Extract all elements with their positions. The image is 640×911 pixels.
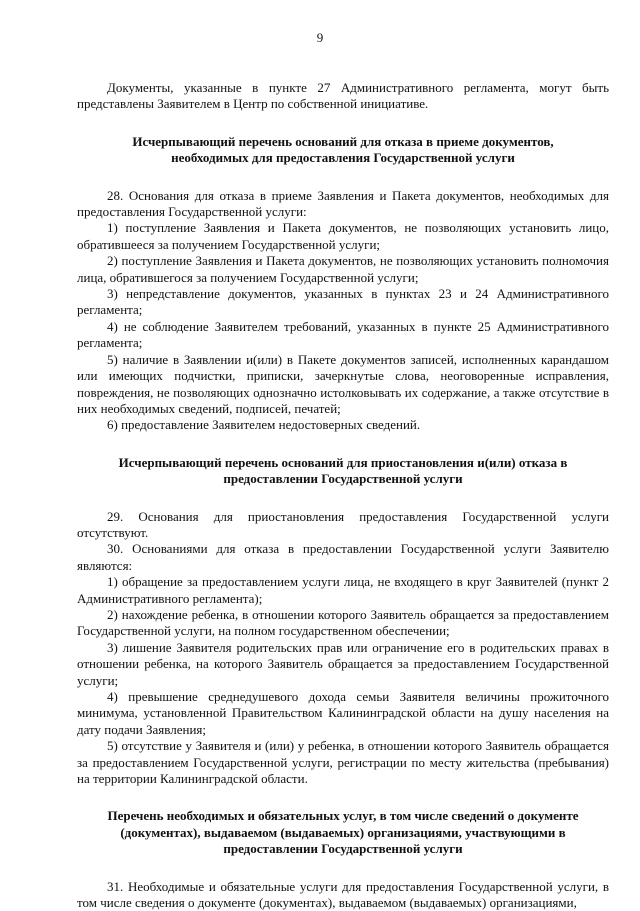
list-item-30-2: 2) нахождение ребенка, в отношении которого Заявитель обращается за предоставлением Государственной услуги, на полном государственном обеспечении;: [77, 606, 609, 639]
list-item-28-4: 4) не соблюдение Заявителем требований, указанных в пункте 25 Административного регламента;: [77, 318, 609, 351]
list-item-30-5: 5) отсутствие у Заявителя и (или) у ребенка, в отношении которого Заявитель обращается за предоставлением Государственной услуги, регистрации по месту жительства (пребывания) на территории Калининградской области.: [77, 738, 609, 787]
paragraph-30: 30. Основаниями для отказа в предоставлении Государственной услуги Заявителю являются:: [77, 541, 609, 573]
page-number: 9: [316, 30, 324, 45]
paragraph-28: 28. Основания для отказа в приеме Заявления и Пакета документов, необходимых для предоставления Государственной услуги:: [77, 187, 609, 220]
list-item-28-3: 3) непредставление документов, указанных в пунктах 23 и 24 Административного регламента;: [77, 286, 609, 318]
list-item-30-1: 1) обращение за предоставлением услуги лица, не входящего в круг Заявителей (пункт 2 Административного регламента);: [77, 574, 609, 606]
heading-necessary-services: Перечень необходимых и обязательных услуг, в том числе сведений о документе (документах), выдаваемом (выдаваемых) организациями, участвующими в предоставлении Государственной услуги: [107, 808, 579, 857]
list-item-30-3: 3) лишение Заявителя родительских прав или ограничение его в родительских правах в отношении ребенка, на которого Заявитель обращается за предоставлением Государственной услуги;: [77, 639, 609, 688]
heading-suspension-refusal: Исчерпывающий перечень оснований для приостановления и(или) отказа в предоставлении Государственной услуги: [118, 454, 568, 487]
list-item-28-6: 6) предоставление Заявителем недостоверных сведений.: [107, 417, 421, 433]
list-item-28-1: 1) поступление Заявления и Пакета документов, не позволяющих установить лицо, обратившееся за получением Государственной услуги;: [77, 220, 609, 252]
heading-refusal-to-accept: Исчерпывающий перечень оснований для отказа в приеме документов, необходимых для предоставления Государственной услуги: [132, 133, 554, 166]
document-body: [77, 80, 609, 911]
list-item-30-4: 4) превышение среднедушевого дохода семьи Заявителя величины прожиточного минимума, установленной Правительством Калининградской области на душу населения на дату подачи Заявления;: [77, 689, 609, 737]
paragraph-29: 29. Основания для приостановления предоставления Государственной услуги отсутствуют.: [77, 508, 609, 540]
list-item-28-5: 5) наличие в Заявлении и(или) в Пакете документов записей, исполненных карандашом или имеющих подчистки, приписки, зачеркнутые слова, неоговоренные исправления, повреждения, не позволяющих однозначно истолковывать их содержание, а также отсутствие в них необходимых сведений, подписей, печатей;: [77, 351, 609, 416]
paragraph-documents-own-initiative: Документы, указанные в пункте 27 Административного регламента, могут быть представлены Заявителем в Центр по собственной инициативе.: [77, 80, 609, 112]
paragraph-31: 31. Необходимые и обязательные услуги для предоставления Государственной услуги, в том числе сведения о документе (документах), выдаваемом (выдаваемых) организациями,: [77, 878, 609, 911]
list-item-28-2: 2) поступление Заявления и Пакета документов, не позволяющих установить полномочия лица, обратившегося за получением Государственной услуги;: [77, 253, 609, 285]
